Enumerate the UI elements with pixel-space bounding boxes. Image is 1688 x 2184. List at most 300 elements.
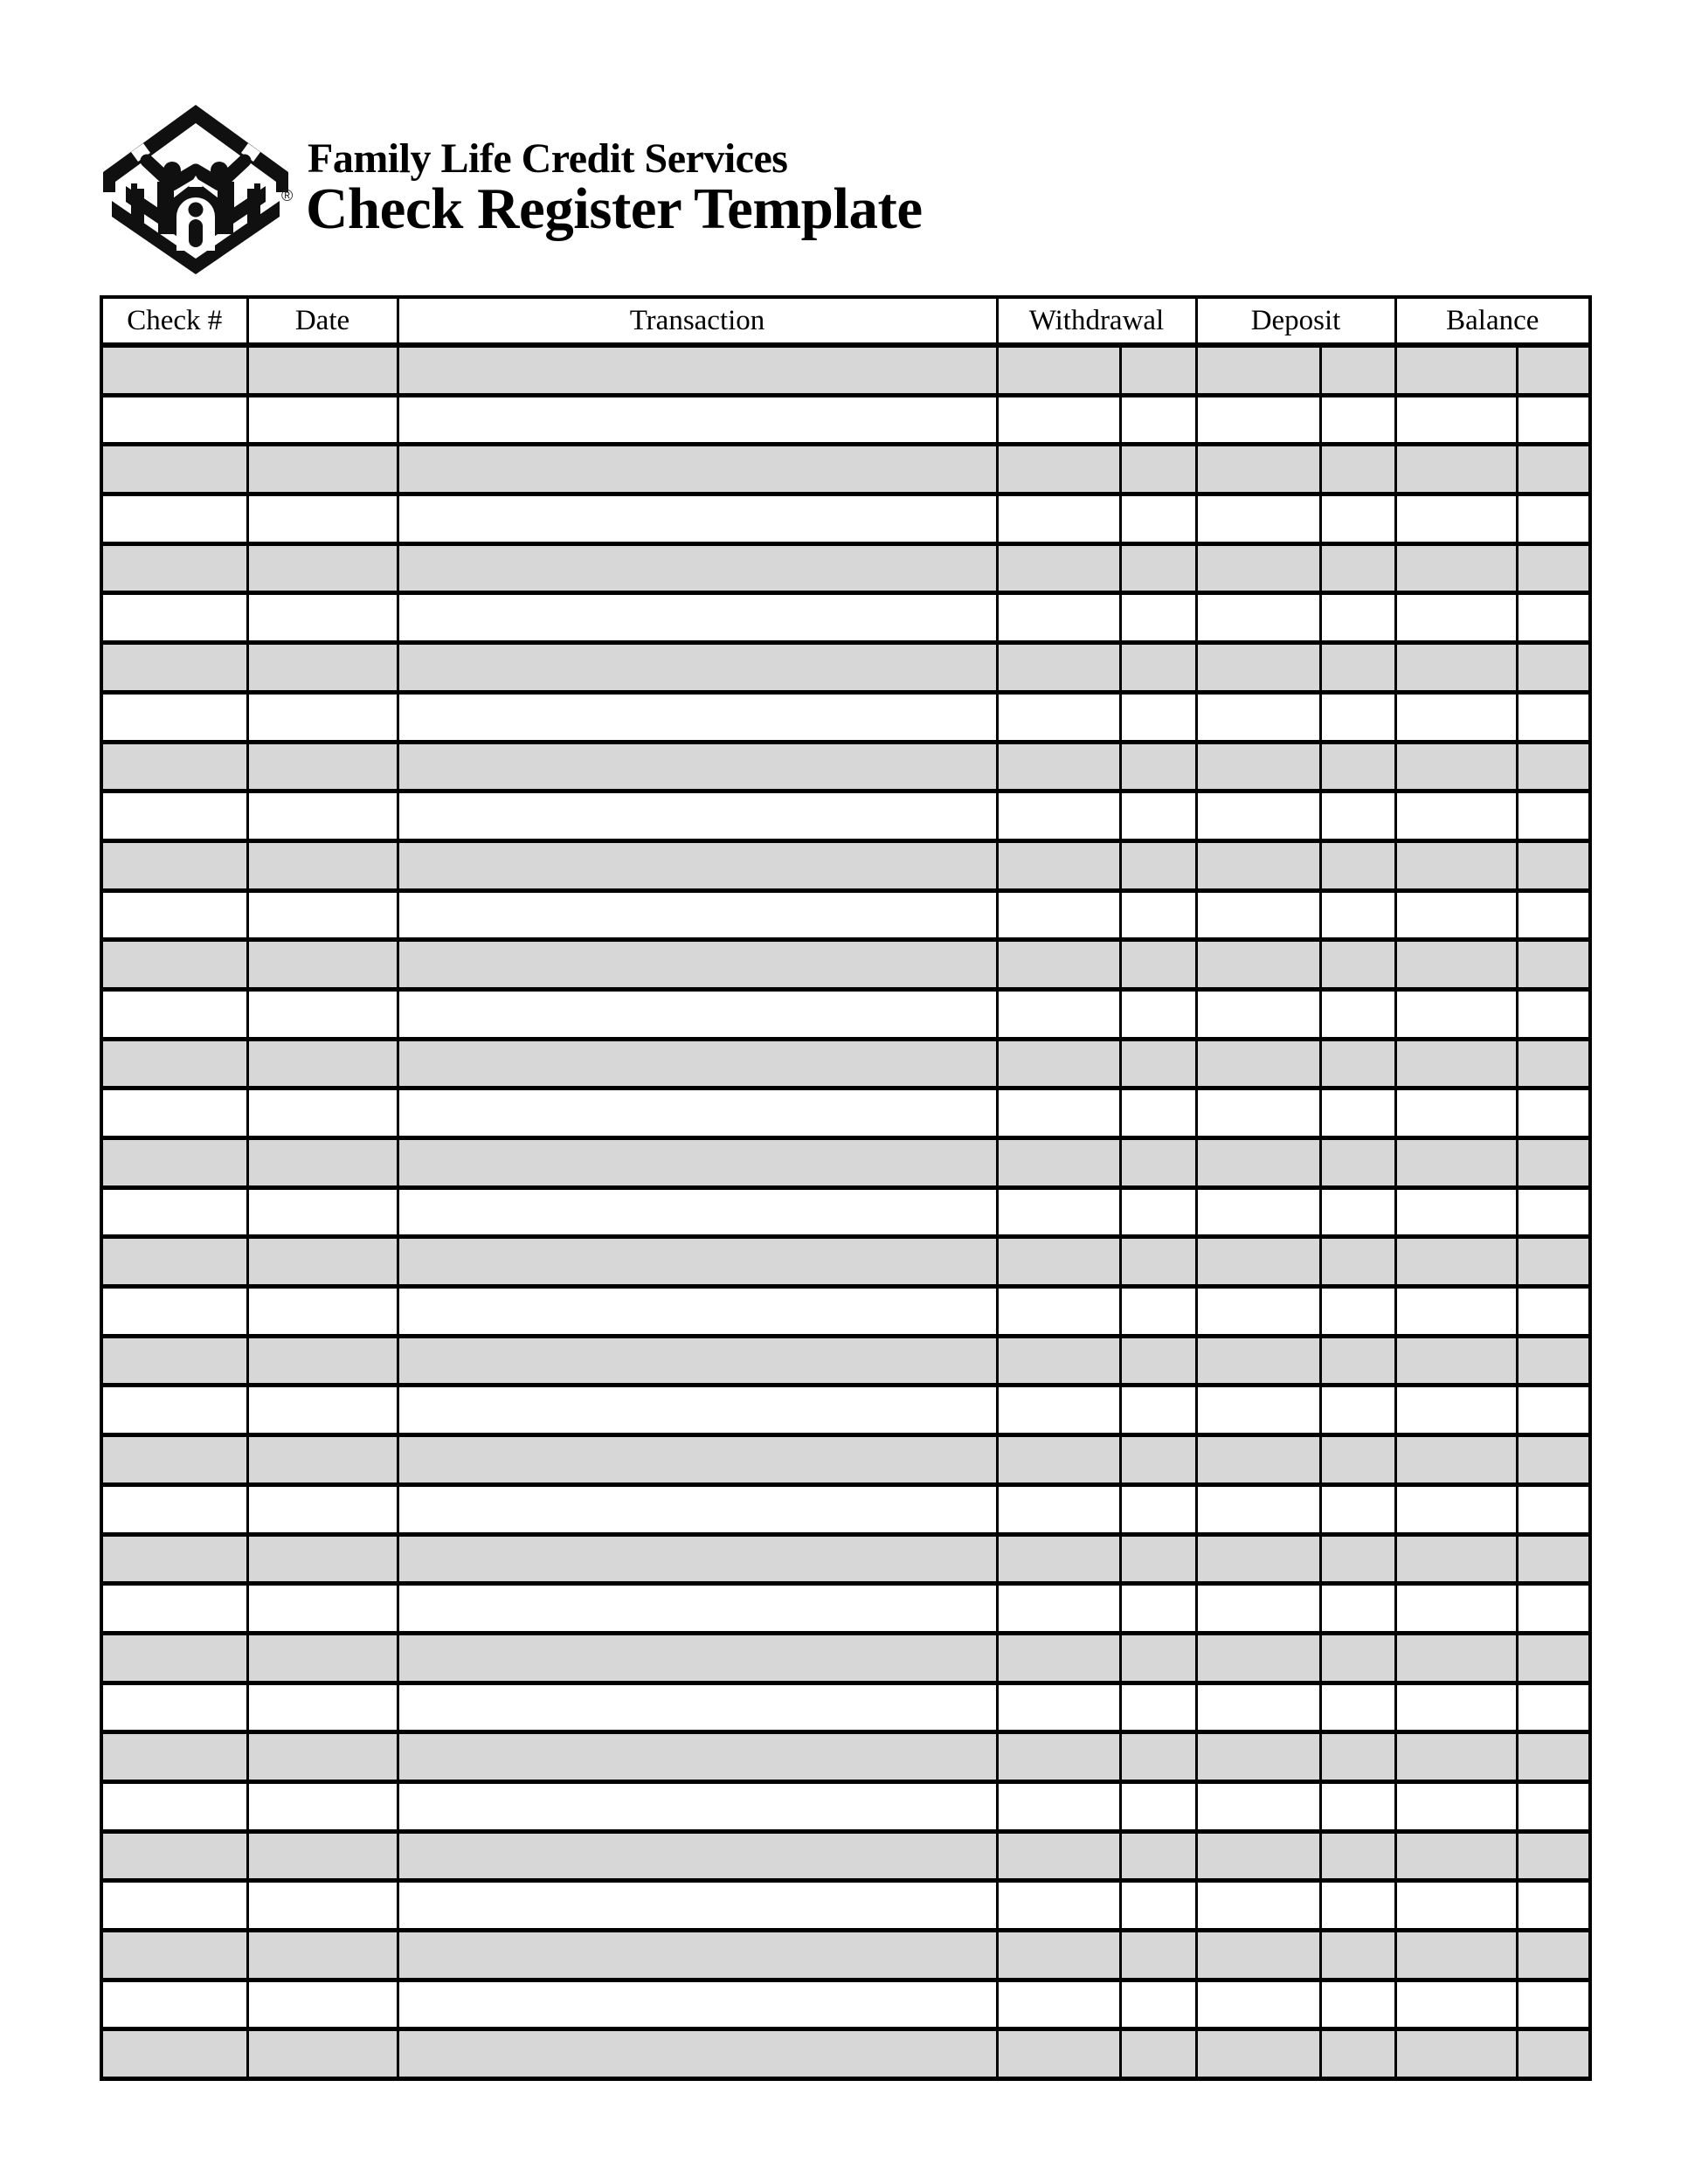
register-cell xyxy=(247,1633,398,1683)
register-cell xyxy=(1517,1683,1590,1732)
register-row-31 xyxy=(101,1831,1590,1881)
register-cell xyxy=(247,1287,398,1337)
register-cell xyxy=(247,840,398,890)
register-cell xyxy=(247,345,398,395)
register-cell xyxy=(1320,1683,1395,1732)
register-cell xyxy=(1395,1931,1517,1980)
register-cell xyxy=(398,345,997,395)
register-cell xyxy=(398,1781,997,1831)
register-cell xyxy=(101,1386,247,1435)
register-cell xyxy=(101,1138,247,1188)
register-row-8 xyxy=(101,692,1590,742)
register-cell xyxy=(1196,1237,1320,1287)
register-cell xyxy=(398,1386,997,1435)
register-cell xyxy=(1120,1534,1196,1584)
company-name: Family Life Credit Services xyxy=(308,135,788,182)
register-cell xyxy=(1196,543,1320,593)
register-cell xyxy=(1395,1881,1517,1931)
register-cell xyxy=(1320,445,1395,494)
register-cell xyxy=(247,692,398,742)
register-cell xyxy=(1196,1336,1320,1386)
register-cell xyxy=(1517,2029,1590,2079)
register-cell xyxy=(1517,940,1590,990)
register-cell xyxy=(101,593,247,643)
register-row-32 xyxy=(101,1881,1590,1931)
register-cell xyxy=(101,1683,247,1732)
register-cell xyxy=(1120,1980,1196,2029)
register-cell xyxy=(997,2029,1120,2079)
register-row-13 xyxy=(101,940,1590,990)
register-cell xyxy=(101,345,247,395)
register-cell xyxy=(247,890,398,940)
register-cell xyxy=(1120,840,1196,890)
register-cell xyxy=(101,1187,247,1237)
register-cell xyxy=(1395,1287,1517,1337)
register-row-34 xyxy=(101,1980,1590,2029)
register-cell xyxy=(1395,445,1517,494)
register-cell xyxy=(1196,1831,1320,1881)
register-cell xyxy=(101,643,247,693)
house-family-logo-icon xyxy=(91,96,301,284)
register-row-28 xyxy=(101,1683,1590,1732)
register-cell xyxy=(997,692,1120,742)
register-cell xyxy=(247,1336,398,1386)
register-cell xyxy=(1196,643,1320,693)
register-cell xyxy=(1395,395,1517,445)
register-cell xyxy=(398,1237,997,1287)
register-cell xyxy=(247,1039,398,1089)
register-cell xyxy=(1395,1138,1517,1188)
register-cell xyxy=(398,940,997,990)
register-cell xyxy=(1395,692,1517,742)
register-cell xyxy=(1196,1187,1320,1237)
register-cell xyxy=(1120,1732,1196,1782)
register-row-27 xyxy=(101,1633,1590,1683)
register-cell xyxy=(247,2029,398,2079)
register-cell xyxy=(1320,1484,1395,1534)
register-cell xyxy=(1517,1089,1590,1138)
register-cell xyxy=(398,643,997,693)
register-row-7 xyxy=(101,643,1590,693)
register-cell xyxy=(1517,1931,1590,1980)
register-cell xyxy=(398,2029,997,2079)
register-cell xyxy=(1196,445,1320,494)
register-cell xyxy=(1120,445,1196,494)
register-row-30 xyxy=(101,1781,1590,1831)
register-cell xyxy=(1395,345,1517,395)
register-cell xyxy=(1320,345,1395,395)
register-cell xyxy=(398,1187,997,1237)
register-cell xyxy=(398,989,997,1039)
register-cell xyxy=(997,1138,1120,1188)
family-life-credit-logo xyxy=(91,96,301,284)
register-cell xyxy=(101,1435,247,1485)
register-cell xyxy=(997,643,1120,693)
register-cell xyxy=(101,1484,247,1534)
register-cell xyxy=(1120,395,1196,445)
register-cell xyxy=(1517,445,1590,494)
register-cell xyxy=(1320,1039,1395,1089)
register-cell xyxy=(1395,742,1517,791)
register-cell xyxy=(997,1386,1120,1435)
register-cell xyxy=(1320,940,1395,990)
register-cell xyxy=(997,445,1120,494)
register-row-23 xyxy=(101,1435,1590,1485)
register-cell xyxy=(1320,692,1395,742)
register-cell xyxy=(1517,1584,1590,1634)
register-cell xyxy=(247,1881,398,1931)
register-cell xyxy=(1120,1781,1196,1831)
register-cell xyxy=(1196,742,1320,791)
register-cell xyxy=(101,989,247,1039)
register-cell xyxy=(101,890,247,940)
register-cell xyxy=(1395,1386,1517,1435)
column-header-check-number: Check # xyxy=(101,297,247,345)
register-row-6 xyxy=(101,593,1590,643)
register-cell xyxy=(101,1633,247,1683)
register-cell xyxy=(1196,1584,1320,1634)
register-cell xyxy=(997,1931,1120,1980)
register-cell xyxy=(247,494,398,544)
register-cell xyxy=(1320,1287,1395,1337)
register-cell xyxy=(247,543,398,593)
register-cell xyxy=(1395,543,1517,593)
register-cell xyxy=(1517,1633,1590,1683)
register-cell xyxy=(1196,1386,1320,1435)
register-cell xyxy=(1517,1484,1590,1534)
register-cell xyxy=(1196,1683,1320,1732)
register-cell xyxy=(997,1881,1120,1931)
register-cell xyxy=(1320,1732,1395,1782)
register-cell xyxy=(1120,1633,1196,1683)
register-cell xyxy=(1395,940,1517,990)
register-cell xyxy=(101,1336,247,1386)
register-cell xyxy=(247,395,398,445)
register-cell xyxy=(1196,1484,1320,1534)
register-cell xyxy=(398,890,997,940)
register-cell xyxy=(398,1881,997,1931)
register-cell xyxy=(398,593,997,643)
register-cell xyxy=(997,1633,1120,1683)
register-cell xyxy=(1196,890,1320,940)
register-cell xyxy=(1517,1336,1590,1386)
register-cell xyxy=(1196,940,1320,990)
register-cell xyxy=(101,1732,247,1782)
register-cell xyxy=(1120,791,1196,841)
register-cell xyxy=(997,1683,1120,1732)
register-cell xyxy=(1395,1435,1517,1485)
register-cell xyxy=(247,1435,398,1485)
register-cell xyxy=(1517,1386,1590,1435)
register-cell xyxy=(398,395,997,445)
register-cell xyxy=(247,1534,398,1584)
register-cell xyxy=(1395,593,1517,643)
register-cell xyxy=(997,890,1120,940)
column-header-deposit: Deposit xyxy=(1196,297,1395,345)
register-cell xyxy=(398,1931,997,1980)
register-cell xyxy=(1320,1237,1395,1287)
register-cell xyxy=(1120,742,1196,791)
register-cell xyxy=(247,1831,398,1881)
register-cell xyxy=(1196,1980,1320,2029)
register-cell xyxy=(1517,1781,1590,1831)
register-cell xyxy=(398,1683,997,1732)
register-cell xyxy=(398,1831,997,1881)
register-cell xyxy=(1395,643,1517,693)
register-cell xyxy=(1320,1138,1395,1188)
register-cell xyxy=(1120,1484,1196,1534)
register-cell xyxy=(101,2029,247,2079)
register-cell xyxy=(1120,1435,1196,1485)
register-cell xyxy=(1517,395,1590,445)
register-cell xyxy=(1120,1138,1196,1188)
register-cell xyxy=(101,840,247,890)
register-row-4 xyxy=(101,494,1590,544)
register-cell xyxy=(1196,1931,1320,1980)
register-cell xyxy=(101,1237,247,1287)
register-cell xyxy=(101,791,247,841)
register-row-21 xyxy=(101,1336,1590,1386)
register-cell xyxy=(1120,1287,1196,1337)
register-cell xyxy=(1320,543,1395,593)
register-cell xyxy=(1395,1781,1517,1831)
register-cell xyxy=(997,543,1120,593)
register-cell xyxy=(1120,1039,1196,1089)
register-cell xyxy=(398,1089,997,1138)
check-register-table xyxy=(100,295,1592,2081)
register-cell xyxy=(1517,1138,1590,1188)
register-cell xyxy=(1120,593,1196,643)
column-header-date: Date xyxy=(247,297,398,345)
register-cell xyxy=(997,1187,1120,1237)
register-cell xyxy=(1120,494,1196,544)
register-cell xyxy=(1395,1534,1517,1584)
register-cell xyxy=(1517,494,1590,544)
register-cell xyxy=(1320,989,1395,1039)
register-cell xyxy=(1517,890,1590,940)
register-cell xyxy=(1196,1732,1320,1782)
register-cell xyxy=(1320,840,1395,890)
register-cell xyxy=(1517,840,1590,890)
table-header-row xyxy=(101,297,1590,345)
register-row-26 xyxy=(101,1584,1590,1634)
register-cell xyxy=(997,494,1120,544)
register-cell xyxy=(1120,989,1196,1039)
register-cell xyxy=(1196,692,1320,742)
register-cell xyxy=(1196,593,1320,643)
register-cell xyxy=(247,1781,398,1831)
register-cell xyxy=(997,1287,1120,1337)
register-cell xyxy=(398,1584,997,1634)
register-row-22 xyxy=(101,1386,1590,1435)
register-cell xyxy=(997,1336,1120,1386)
register-cell xyxy=(101,1980,247,2029)
register-cell xyxy=(997,840,1120,890)
register-cell xyxy=(247,1980,398,2029)
register-cell xyxy=(101,395,247,445)
register-cell xyxy=(101,742,247,791)
register-cell xyxy=(247,1484,398,1534)
register-cell xyxy=(1120,692,1196,742)
register-cell xyxy=(101,494,247,544)
register-row-18 xyxy=(101,1187,1590,1237)
register-cell xyxy=(1517,1187,1590,1237)
register-cell xyxy=(398,1732,997,1782)
register-cell xyxy=(101,692,247,742)
register-cell xyxy=(398,494,997,544)
register-row-1 xyxy=(101,345,1590,395)
register-cell xyxy=(101,1931,247,1980)
register-cell xyxy=(247,1089,398,1138)
page-title: Check Register Template xyxy=(306,176,923,241)
register-cell xyxy=(247,1732,398,1782)
register-cell xyxy=(1320,1931,1395,1980)
register-row-10 xyxy=(101,791,1590,841)
register-row-24 xyxy=(101,1484,1590,1534)
register-cell xyxy=(101,1584,247,1634)
register-cell xyxy=(247,791,398,841)
register-cell xyxy=(1320,494,1395,544)
register-cell xyxy=(398,1980,997,2029)
table-header xyxy=(101,297,1590,345)
register-cell xyxy=(1320,791,1395,841)
register-cell xyxy=(1395,1089,1517,1138)
register-cell xyxy=(1196,1435,1320,1485)
register-cell xyxy=(1320,2029,1395,2079)
register-cell xyxy=(1120,1237,1196,1287)
register-cell xyxy=(1320,1435,1395,1485)
register-cell xyxy=(1517,1980,1590,2029)
register-cell xyxy=(247,940,398,990)
register-cell xyxy=(101,1287,247,1337)
register-cell xyxy=(1395,840,1517,890)
register-cell xyxy=(1517,1831,1590,1881)
register-cell xyxy=(101,1831,247,1881)
register-row-9 xyxy=(101,742,1590,791)
register-cell xyxy=(1395,494,1517,544)
register-cell xyxy=(1196,1138,1320,1188)
register-cell xyxy=(398,1287,997,1337)
register-cell xyxy=(1517,1534,1590,1584)
register-cell xyxy=(1395,1187,1517,1237)
register-cell xyxy=(101,543,247,593)
register-cell xyxy=(1120,1386,1196,1435)
register-cell xyxy=(1320,643,1395,693)
register-cell xyxy=(101,1881,247,1931)
register-cell xyxy=(1320,395,1395,445)
register-cell xyxy=(1517,1287,1590,1337)
register-cell xyxy=(1120,1089,1196,1138)
register-cell xyxy=(1395,989,1517,1039)
register-cell xyxy=(1196,494,1320,544)
register-cell xyxy=(398,445,997,494)
register-cell xyxy=(1320,890,1395,940)
register-cell xyxy=(997,345,1120,395)
register-cell xyxy=(1120,1881,1196,1931)
register-cell xyxy=(101,445,247,494)
register-cell xyxy=(997,1781,1120,1831)
register-cell xyxy=(398,840,997,890)
register-cell xyxy=(1395,1484,1517,1534)
register-cell xyxy=(101,1039,247,1089)
register-cell xyxy=(1395,2029,1517,2079)
register-cell xyxy=(997,1534,1120,1584)
register-cell xyxy=(1320,1633,1395,1683)
register-cell xyxy=(1320,1386,1395,1435)
register-cell xyxy=(997,1732,1120,1782)
register-cell xyxy=(1517,791,1590,841)
register-cell xyxy=(1517,1732,1590,1782)
register-cell xyxy=(1196,791,1320,841)
register-cell xyxy=(997,593,1120,643)
register-cell xyxy=(1196,840,1320,890)
register-cell xyxy=(1517,1881,1590,1931)
column-header-withdrawal: Withdrawal xyxy=(997,297,1196,345)
registered-trademark-symbol: ® xyxy=(281,187,294,204)
register-cell xyxy=(247,742,398,791)
register-cell xyxy=(398,791,997,841)
register-cell xyxy=(247,593,398,643)
column-header-balance: Balance xyxy=(1395,297,1590,345)
register-cell xyxy=(1196,1633,1320,1683)
register-cell xyxy=(1395,1980,1517,2029)
register-cell xyxy=(101,1089,247,1138)
register-cell xyxy=(1120,940,1196,990)
register-cell xyxy=(1196,1089,1320,1138)
register-cell xyxy=(997,1484,1120,1534)
register-cell xyxy=(398,1138,997,1188)
register-cell xyxy=(1320,1187,1395,1237)
register-cell xyxy=(1196,345,1320,395)
register-cell xyxy=(1196,1039,1320,1089)
register-cell xyxy=(1395,1584,1517,1634)
register-cell xyxy=(247,445,398,494)
register-cell xyxy=(398,543,997,593)
register-cell xyxy=(1517,742,1590,791)
register-cell xyxy=(1320,1089,1395,1138)
register-row-11 xyxy=(101,840,1590,890)
register-cell xyxy=(247,989,398,1039)
register-cell xyxy=(1120,2029,1196,2079)
register-cell xyxy=(247,1386,398,1435)
register-cell xyxy=(1120,643,1196,693)
register-row-25 xyxy=(101,1534,1590,1584)
register-cell xyxy=(1120,1584,1196,1634)
register-cell xyxy=(1320,1881,1395,1931)
register-cell xyxy=(398,1484,997,1534)
register-cell xyxy=(997,791,1120,841)
register-cell xyxy=(1517,1237,1590,1287)
register-cell xyxy=(1517,643,1590,693)
register-cell xyxy=(398,742,997,791)
register-row-14 xyxy=(101,989,1590,1039)
register-cell xyxy=(398,692,997,742)
register-cell xyxy=(1320,1534,1395,1584)
register-row-19 xyxy=(101,1237,1590,1287)
register-cell xyxy=(1395,1831,1517,1881)
table-body xyxy=(101,345,1590,2079)
register-row-12 xyxy=(101,890,1590,940)
register-cell xyxy=(1196,989,1320,1039)
register-cell xyxy=(1517,1435,1590,1485)
register-cell xyxy=(1120,890,1196,940)
register-cell xyxy=(247,1187,398,1237)
register-cell xyxy=(1120,1187,1196,1237)
register-cell xyxy=(1320,1584,1395,1634)
register-cell xyxy=(997,1039,1120,1089)
register-cell xyxy=(997,395,1120,445)
register-cell xyxy=(1395,1683,1517,1732)
